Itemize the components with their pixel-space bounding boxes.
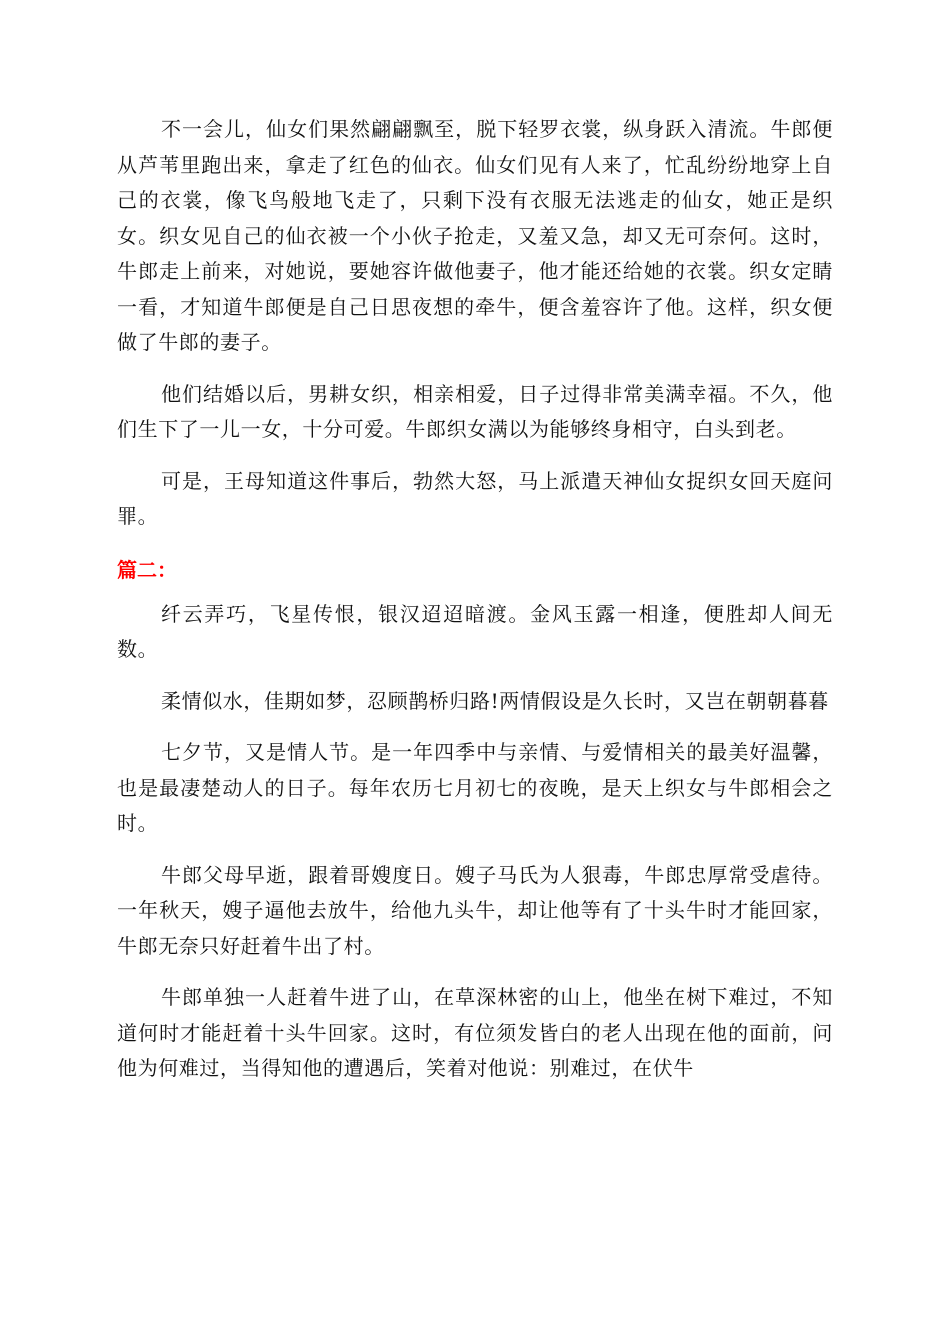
paragraph-4: 纤云弄巧，飞星传恨，银汉迢迢暗渡。金风玉露一相逢，便胜却人间无数。 [117, 601, 833, 661]
paragraph-5: 柔情似水，佳期如梦，忍顾鹊桥归路!两情假设是久长时，又岂在朝朝暮暮 [161, 688, 829, 713]
paragraph-1: 不一会儿，仙女们果然翩翩飘至，脱下轻罗衣裳，纵身跃入清流。牛郎便从芦苇里跑出来，拿走了红色的仙衣。仙女们见有人来了，忙乱纷纷地穿上自己的衣裳，像飞鸟般地飞走了，只剩下没有衣服无法逃走的仙女，她正是织女。织女见自己的仙衣被一个小伙子抢走，又羞又急，却又无可奈何。这时，牛郎走上前来，对她说，要她容许做他妻子，他才能还给她的衣裳。织女定睛一看，才知道牛郎便是自己日思夜想的牵牛，便含羞容许了他。这样，织女便做了牛郎的妻子。 [117, 117, 833, 354]
paragraph-6: 七夕节，又是情人节。是一年四季中与亲情、与爱情相关的最美好温馨，也是最凄楚动人的日子。每年农历七月初七的夜晚，是天上织女与牛郎相会之时。 [117, 740, 833, 835]
paragraph-2: 他们结婚以后，男耕女织，相亲相爱，日子过得非常美满幸福。不久，他们生下了一儿一女，十分可爱。牛郎织女满以为能够终身相守，白头到老。 [117, 381, 833, 441]
paragraph-7: 牛郎父母早逝，跟着哥嫂度日。嫂子马氏为人狠毒，牛郎忠厚常受虐待。一年秋天，嫂子逼他去放牛，给他九头牛，却让他等有了十头牛时才能回家，牛郎无奈只好赶着牛出了村。 [117, 862, 833, 958]
paragraph-3: 可是，王母知道这件事后，勃然大怒，马上派遣天神仙女捉织女回天庭问罪。 [117, 468, 833, 528]
section-heading: 篇二： [117, 557, 177, 582]
paragraph-8: 牛郎单独一人赶着牛进了山，在草深林密的山上，他坐在树下难过，不知道何时才能赶着十头牛回家。这时，有位须发皆白的老人出现在他的面前，问他为何难过，当得知他的遭遇后，笑着对他说：别难过，在伏牛 [117, 985, 833, 1080]
document-page [117, 112, 833, 1087]
